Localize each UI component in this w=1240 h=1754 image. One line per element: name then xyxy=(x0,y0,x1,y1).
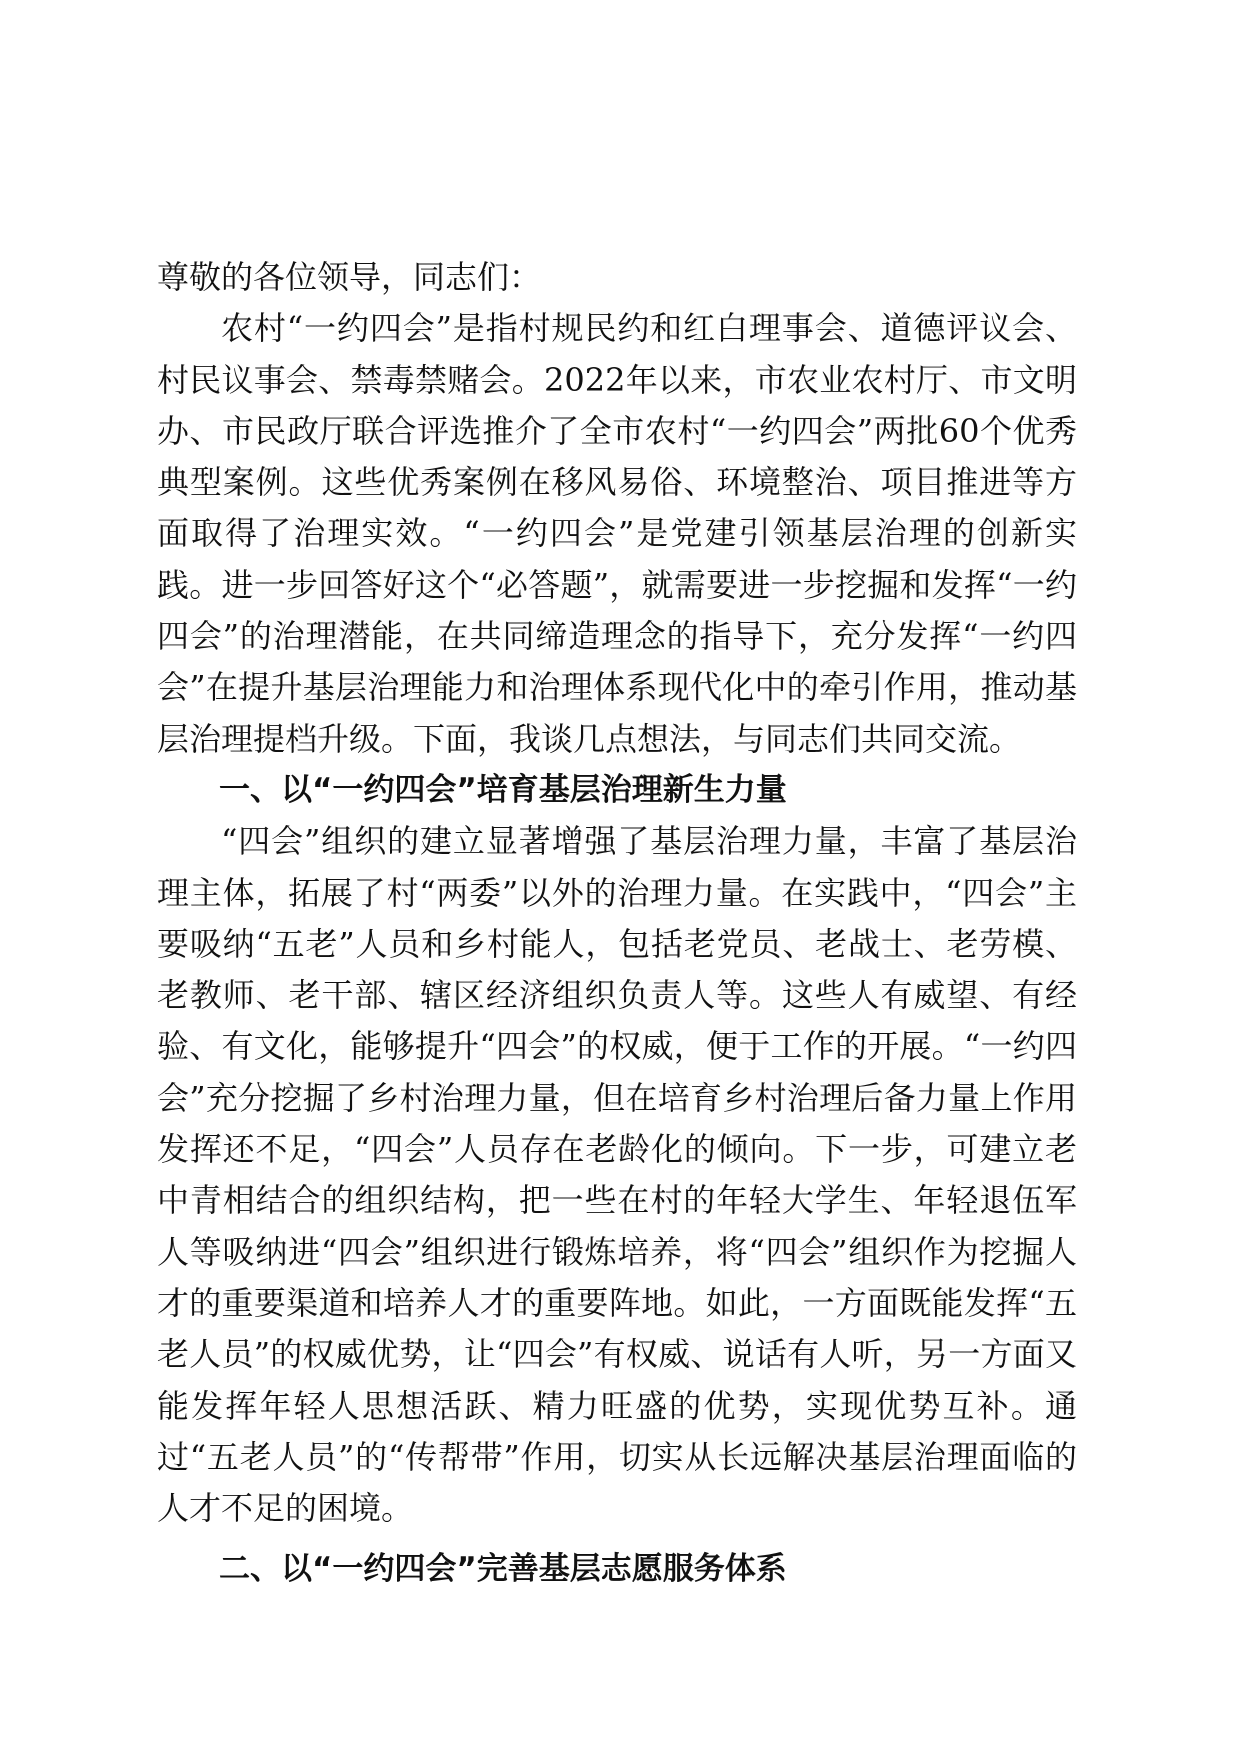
section-heading-2: 二、以“一约四会”完善基层志愿服务体系 xyxy=(219,1551,787,1588)
section-1-paragraph: “四会”组织的建立显著增强了基层治理力量，丰富了基层治理主体，拓展了村“两委”以外的治理力量。在实践中，“四会”主要吸纳“五老”人员和乡村能人，包括老党员、老战士、老劳模、老教师、老干部、辖区经济组织负责人等。这些人有威望、有经验、有文化，能够提升“四会”的权威，便于工作的开展。“一约四会”充分挖掘了乡村治理力量，但在培育乡村治理后备力量上作用发挥还不足，“四会”人员存在老龄化的倾向。下一步，可建立老中青相结合的组织结构，把一些在村的年轻大学生、年轻退伍军人等吸纳进“四会”组织进行锻炼培养，将“四会”组织作为挖掘人才的重要渠道和培养人才的重要阵地。如此，一方面既能发挥“五老人员”的权威优势，让“四会”有权威、说话有人听，另一方面又能发挥年轻人思想活跃、精力旺盛的优势，实现优势互补。通过“五老人员”的“传帮带”作用，切实从长远解决基层治理面临的人才不足的困境。 xyxy=(157,822,1077,1528)
intro-paragraph: 农村“一约四会”是指村规民约和红白理事会、道德评议会、村民议事会、禁毒禁赌会。2022年以来，市农业农村厅、市文明办、市民政厅联合评选推介了全市农村“一约四会”两批60个优秀典型案例。这些优秀案例在移风易俗、环境整治、项目推进等方面取得了治理实效。“一约四会”是党建引领基层治理的创新实践。进一步回答好这个“必答题”，就需要进一步挖掘和发挥“一约四会”的治理潜能，在共同缔造理念的指导下，充分发挥“一约四会”在提升基层治理能力和治理体系现代化中的牵引作用，推动基层治理提档升级。下面，我谈几点想法，与同志们共同交流。 xyxy=(157,309,1077,758)
document-body xyxy=(157,252,1077,1596)
salutation: 尊敬的各位领导，同志们： xyxy=(157,258,542,296)
section-heading-1: 一、以“一约四会”培育基层治理新生力量 xyxy=(219,771,787,808)
